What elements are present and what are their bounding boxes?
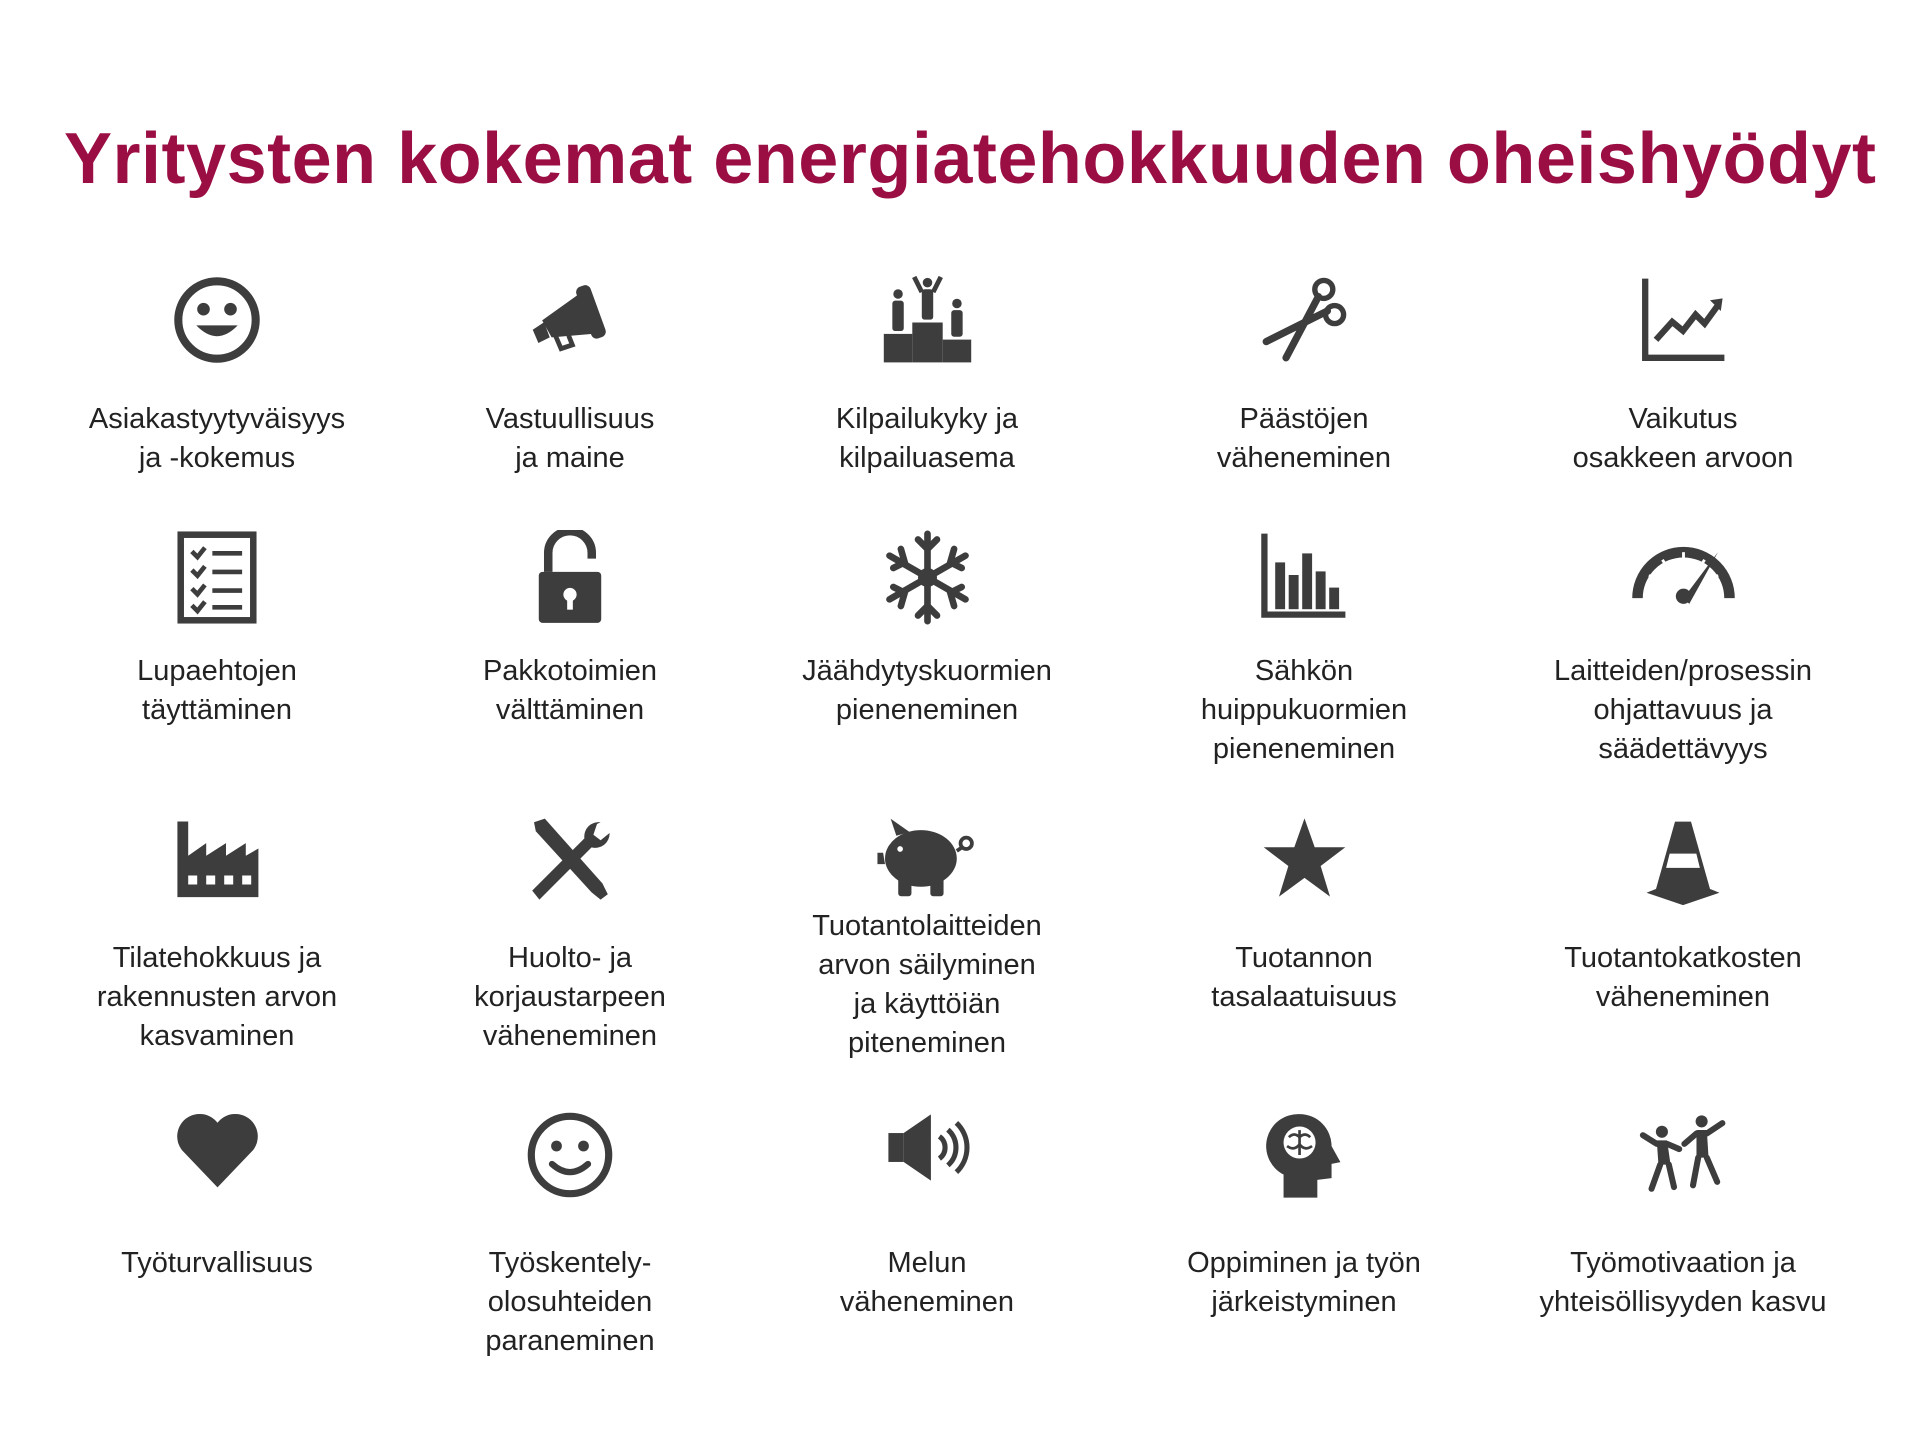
dancing-people-icon bbox=[1503, 1110, 1863, 1230]
benefit-label: Pakkotoimien välttäminen bbox=[482, 655, 658, 726]
traffic-cone-icon bbox=[1503, 815, 1863, 935]
benefit-label: Tuotannon tasalaatuisuus bbox=[1211, 942, 1397, 1013]
benefit-label: Laitteiden/prosessin ohjattavuus ja säädettävyys bbox=[1554, 655, 1812, 765]
snowflake-icon bbox=[747, 530, 1107, 650]
benefit-label: Oppiminen ja työn järkeistyminen bbox=[1187, 1247, 1421, 1318]
benefit-label: Asiakastyytyväisyys ja -kokemus bbox=[88, 403, 346, 474]
benefit-label: Tuotantolaitteiden arvon säilyminen ja käyttöiän piteneminen bbox=[812, 910, 1042, 1059]
smiley-icon bbox=[37, 275, 397, 395]
star-icon bbox=[1124, 815, 1484, 935]
page-title: Yritysten kokemat energiatehokkuuden oheishyödyt bbox=[64, 119, 1877, 199]
benefit-label: Kilpailukyky ja kilpailuasema bbox=[835, 403, 1019, 474]
unlocked-padlock-icon bbox=[390, 530, 750, 650]
benefit-label: Päästöjen väheneminen bbox=[1216, 403, 1392, 474]
checklist-icon bbox=[37, 530, 397, 650]
benefit-label: Huolto- ja korjaustarpeen väheneminen bbox=[474, 942, 666, 1052]
speaker-icon bbox=[747, 1110, 1107, 1230]
tools-icon bbox=[390, 815, 750, 935]
megaphone-icon bbox=[390, 275, 750, 395]
brain-head-icon bbox=[1124, 1110, 1484, 1230]
line-chart-icon bbox=[1503, 275, 1863, 395]
benefit-label: Sähkön huippukuormien pieneneminen bbox=[1200, 655, 1408, 765]
benefit-label: Työturvallisuus bbox=[121, 1247, 313, 1279]
factory-icon bbox=[37, 815, 397, 935]
benefit-label: Vastuullisuus ja maine bbox=[485, 403, 655, 474]
benefit-label: Työskentely- olosuhteiden paraneminen bbox=[485, 1247, 655, 1357]
benefit-label: Lupaehtojen täyttäminen bbox=[137, 655, 297, 726]
benefit-label: Tilatehokkuus ja rakennusten arvon kasvaminen bbox=[96, 942, 338, 1052]
smiley-outline-icon bbox=[390, 1110, 750, 1230]
benefit-label: Työmotivaation ja yhteisöllisyyden kasvu bbox=[1539, 1247, 1827, 1318]
benefit-label: Vaikutus osakkeen arvoon bbox=[1572, 403, 1794, 474]
bar-chart-icon bbox=[1124, 530, 1484, 650]
benefit-label: Tuotantokatkosten väheneminen bbox=[1564, 942, 1802, 1013]
podium-icon bbox=[747, 275, 1107, 395]
scissors-icon bbox=[1124, 275, 1484, 395]
benefit-label: Melun väheneminen bbox=[839, 1247, 1015, 1318]
heart-icon bbox=[37, 1110, 397, 1230]
benefit-label: Jäähdytyskuormien pieneneminen bbox=[802, 655, 1052, 726]
speedometer-icon bbox=[1503, 530, 1863, 650]
